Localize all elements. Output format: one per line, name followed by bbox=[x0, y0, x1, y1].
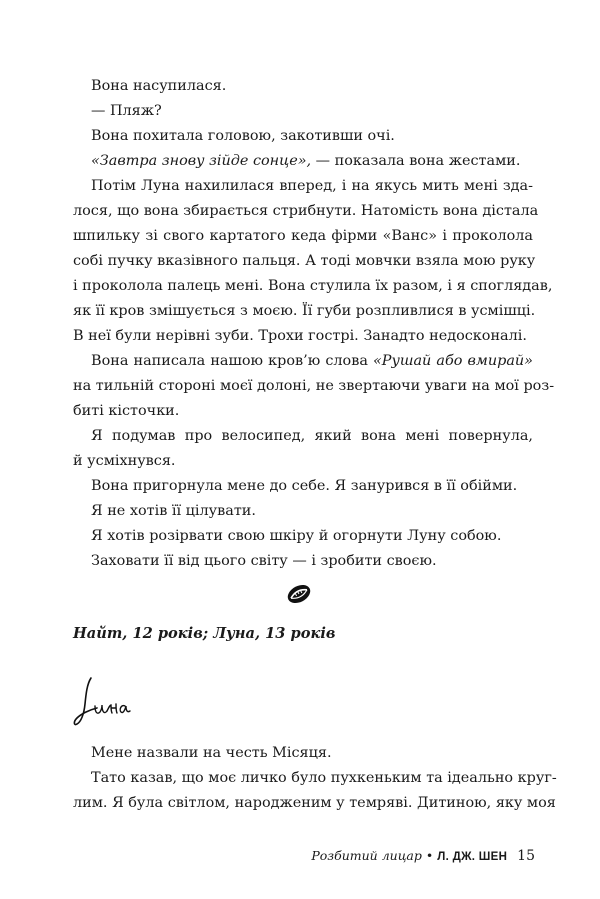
text-line: і проколола палець мені. Вона стулила їх разом, і я споглядав, bbox=[73, 278, 553, 294]
text-line bbox=[73, 349, 533, 374]
paragraph bbox=[73, 124, 533, 149]
footer-separator: • bbox=[425, 848, 434, 863]
text-line: Вона насупилася. bbox=[91, 78, 227, 94]
text-line: собі пучку вказівного пальця. А тоді мовчки взяла мою руку bbox=[73, 253, 536, 269]
text-line: Вона пригорнула мене до себе. Я занурився в її обійми. bbox=[91, 478, 518, 494]
italic-quote: «Завтра знову зійде сонце», bbox=[91, 153, 312, 169]
section-heading: Найт, 12 років; Луна, 13 років bbox=[73, 625, 336, 642]
text-line: — Пляж? bbox=[91, 103, 162, 119]
italic-quote: «Рушай або вмирай» bbox=[373, 353, 533, 369]
text-line: лося, що вона збирається стрибнути. Натомість вона дістала bbox=[73, 203, 539, 219]
paragraph bbox=[73, 349, 555, 424]
text-line: на тильній стороні моєї долоні, не звертаючи уваги на мої роз- bbox=[73, 378, 555, 394]
paragraph bbox=[73, 499, 533, 524]
author-name: Л. ДЖ. ШЕН bbox=[437, 851, 508, 863]
paragraph bbox=[73, 741, 533, 766]
paragraph bbox=[73, 549, 533, 574]
paragraph bbox=[73, 149, 533, 174]
text-line: Я хотів розірвати свою шкіру й огорнути Луну собою. bbox=[91, 528, 502, 544]
text-line: Потім Луна нахилилася вперед, і на якусь мить мені зда- bbox=[91, 178, 533, 194]
text-line: й усміхнувся. bbox=[73, 453, 176, 469]
text-line: шпильку зі свого картатого кеда фірми «Ванс» і проколола bbox=[73, 228, 533, 244]
text-line: лим. Я була світлом, народженим у темряві. Дитиною, яку моя bbox=[73, 795, 556, 811]
paragraph bbox=[73, 766, 557, 816]
page-number: 15 bbox=[517, 848, 535, 864]
text-run: Вона написала нашою кров’ю слова bbox=[91, 353, 373, 369]
text-line: — показала вона жестами. bbox=[311, 153, 521, 169]
paragraph bbox=[73, 474, 533, 499]
paragraph bbox=[73, 524, 533, 549]
paragraph bbox=[73, 99, 533, 124]
paragraph bbox=[73, 424, 533, 474]
paragraph bbox=[73, 74, 533, 99]
paragraph bbox=[73, 174, 553, 349]
text-line: В неї були нерівні зуби. Трохи гострі. Занадто недосконалі. bbox=[73, 328, 527, 344]
text-line: Я не хотів її цілувати. bbox=[91, 503, 256, 519]
book-title: Розбитий лицар bbox=[311, 848, 422, 863]
rugby-ball-icon bbox=[284, 580, 314, 608]
running-footer bbox=[73, 848, 535, 868]
text-line: Мене назвали на честь Місяця. bbox=[91, 745, 332, 761]
signature-luna bbox=[69, 670, 141, 732]
text-line: Вона похитала головою, закотивши очі. bbox=[91, 128, 395, 144]
text-line: Заховати її від цього світу — і зробити своєю. bbox=[91, 553, 437, 569]
text-line: Тато казав, що моє личко було пухкеньким та ідеально круг- bbox=[91, 770, 557, 786]
text-line: биті кісточки. bbox=[73, 403, 180, 419]
text-line: Я подумав про велосипед, який вона мені повернула, bbox=[91, 428, 533, 444]
text-line: як її кров змішується з моєю. Її губи розпливлися в усмішці. bbox=[73, 303, 536, 319]
